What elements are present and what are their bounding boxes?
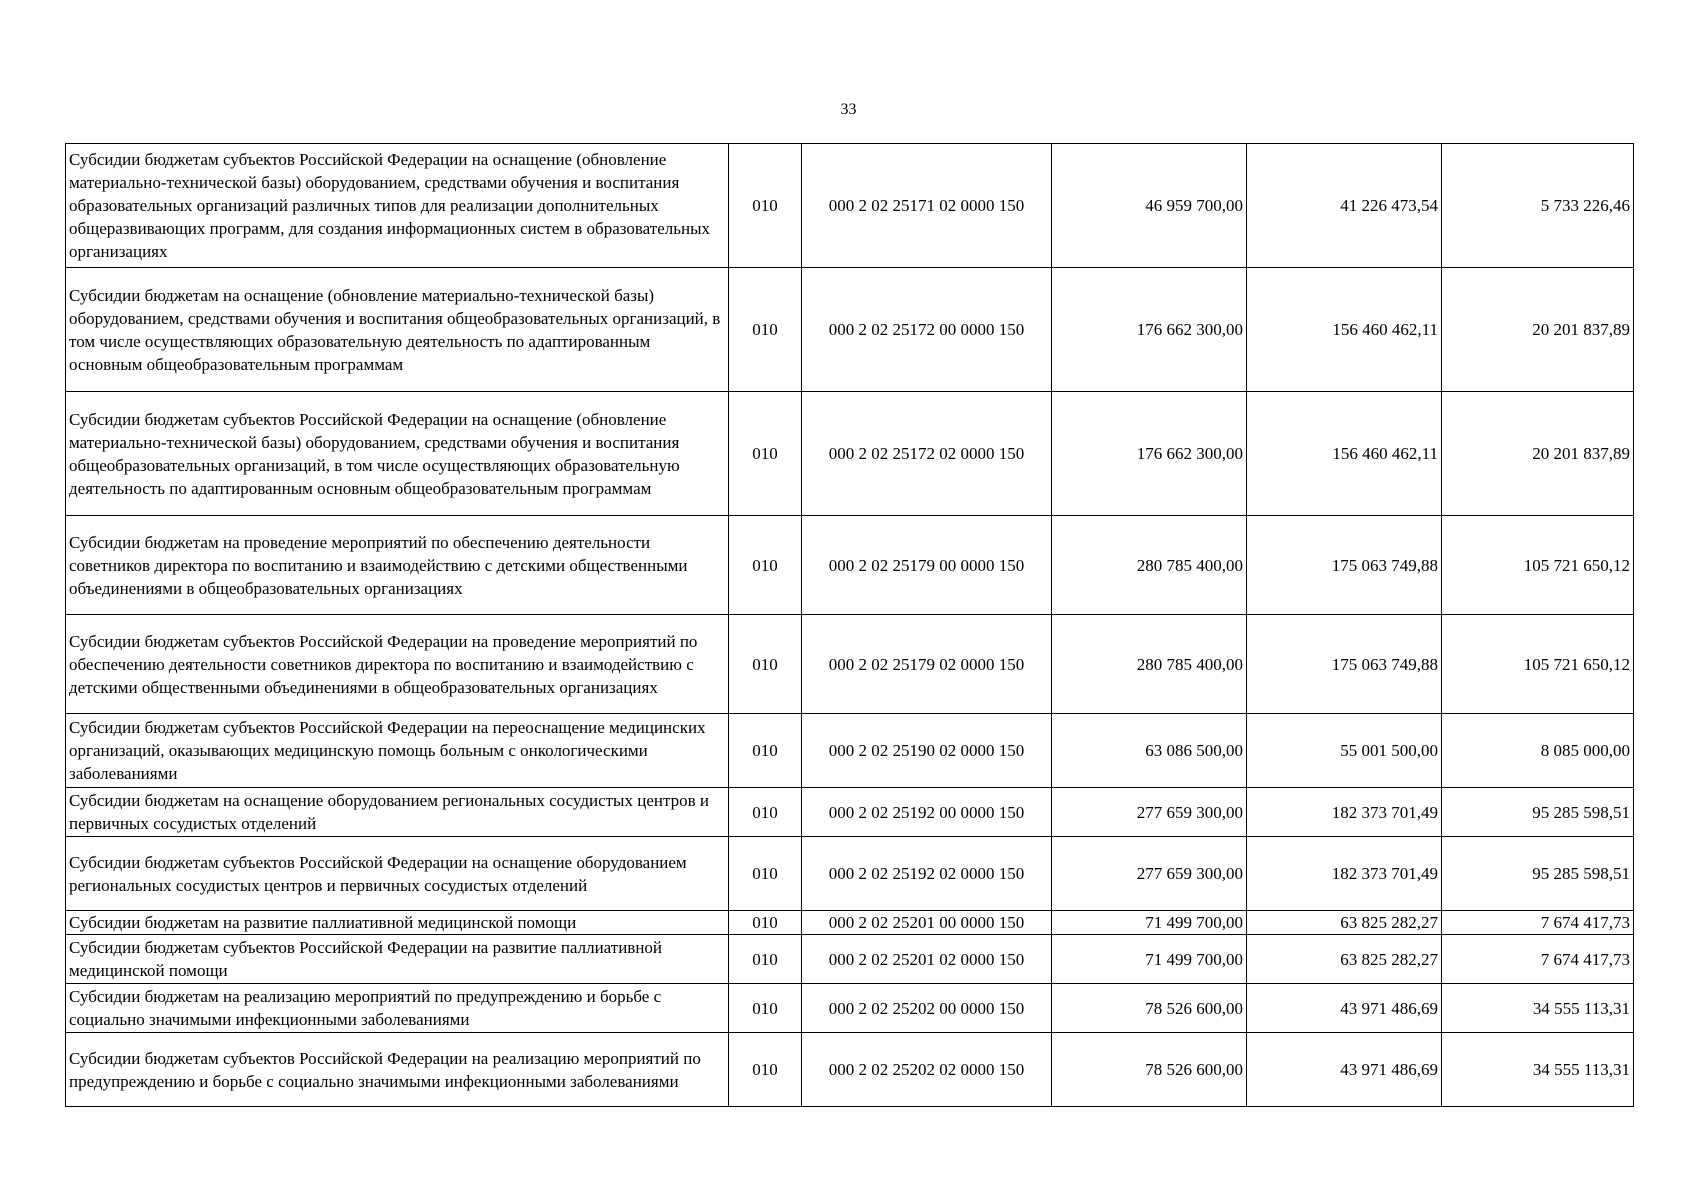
approved-amount: 277 659 300,00 [1052, 788, 1247, 837]
line-code: 010 [729, 984, 802, 1033]
line-code: 010 [729, 911, 802, 935]
approved-amount: 78 526 600,00 [1052, 984, 1247, 1033]
unexecuted-amount: 34 555 113,31 [1442, 1033, 1634, 1107]
revenue-classification-code: 000 2 02 25171 02 0000 150 [802, 144, 1052, 268]
executed-amount: 175 063 749,88 [1247, 516, 1442, 615]
unexecuted-amount: 8 085 000,00 [1442, 714, 1634, 788]
executed-amount: 55 001 500,00 [1247, 714, 1442, 788]
unexecuted-amount: 20 201 837,89 [1442, 392, 1634, 516]
approved-amount: 176 662 300,00 [1052, 268, 1247, 392]
revenue-description: Субсидии бюджетам субъектов Российской Федерации на развитие паллиативной медицинской помощи [66, 935, 729, 984]
table-row [66, 911, 1634, 935]
line-code: 010 [729, 1033, 802, 1107]
revenue-classification-code: 000 2 02 25192 02 0000 150 [802, 837, 1052, 911]
executed-amount: 43 971 486,69 [1247, 984, 1442, 1033]
approved-amount: 63 086 500,00 [1052, 714, 1247, 788]
revenue-classification-code: 000 2 02 25172 00 0000 150 [802, 268, 1052, 392]
executed-amount: 41 226 473,54 [1247, 144, 1442, 268]
approved-amount: 46 959 700,00 [1052, 144, 1247, 268]
budget-revenue-table [65, 143, 1634, 1107]
line-code: 010 [729, 392, 802, 516]
revenue-description: Субсидии бюджетам субъектов Российской Федерации на оснащение (обновление материально-технической базы) оборудованием, средствами обучения и воспитания образовательных организаций различных типов для реализации дополнительных общеразвивающих программ, для создания информационных систем в образовательных организациях [66, 144, 729, 268]
table-row [66, 714, 1634, 788]
executed-amount: 175 063 749,88 [1247, 615, 1442, 714]
line-code: 010 [729, 714, 802, 788]
unexecuted-amount: 5 733 226,46 [1442, 144, 1634, 268]
revenue-classification-code: 000 2 02 25179 00 0000 150 [802, 516, 1052, 615]
line-code: 010 [729, 935, 802, 984]
executed-amount: 182 373 701,49 [1247, 837, 1442, 911]
table-row [66, 615, 1634, 714]
unexecuted-amount: 7 674 417,73 [1442, 935, 1634, 984]
executed-amount: 156 460 462,11 [1247, 268, 1442, 392]
executed-amount: 63 825 282,27 [1247, 911, 1442, 935]
revenue-classification-code: 000 2 02 25202 00 0000 150 [802, 984, 1052, 1033]
revenue-description: Субсидии бюджетам на проведение мероприятий по обеспечению деятельности советников директора по воспитанию и взаимодействию с детскими общественными объединениями в общеобразовательных организациях [66, 516, 729, 615]
line-code: 010 [729, 268, 802, 392]
revenue-description: Субсидии бюджетам субъектов Российской Федерации на переоснащение медицинских организаций, оказывающих медицинскую помощь больным с онкологическими заболеваниями [66, 714, 729, 788]
unexecuted-amount: 105 721 650,12 [1442, 615, 1634, 714]
executed-amount: 156 460 462,11 [1247, 392, 1442, 516]
unexecuted-amount: 95 285 598,51 [1442, 837, 1634, 911]
unexecuted-amount: 34 555 113,31 [1442, 984, 1634, 1033]
revenue-classification-code: 000 2 02 25190 02 0000 150 [802, 714, 1052, 788]
revenue-description: Субсидии бюджетам субъектов Российской Федерации на оснащение (обновление материально-технической базы) оборудованием, средствами обучения и воспитания общеобразовательных организаций, в том числе осуществляющих образовательную деятельность по адаптированным основным общеобразовательным программам [66, 392, 729, 516]
executed-amount: 43 971 486,69 [1247, 1033, 1442, 1107]
revenue-description: Субсидии бюджетам на оснащение оборудованием региональных сосудистых центров и первичных сосудистых отделений [66, 788, 729, 837]
page-number: 33 [840, 101, 857, 118]
table-row [66, 516, 1634, 615]
unexecuted-amount: 20 201 837,89 [1442, 268, 1634, 392]
approved-amount: 280 785 400,00 [1052, 615, 1247, 714]
table-row [66, 837, 1634, 911]
approved-amount: 78 526 600,00 [1052, 1033, 1247, 1107]
revenue-description: Субсидии бюджетам на развитие паллиативной медицинской помощи [66, 911, 729, 935]
line-code: 010 [729, 837, 802, 911]
table-row [66, 1033, 1634, 1107]
table-row [66, 984, 1634, 1033]
revenue-classification-code: 000 2 02 25192 00 0000 150 [802, 788, 1052, 837]
revenue-classification-code: 000 2 02 25201 02 0000 150 [802, 935, 1052, 984]
approved-amount: 71 499 700,00 [1052, 935, 1247, 984]
line-code: 010 [729, 615, 802, 714]
table-row [66, 935, 1634, 984]
unexecuted-amount: 95 285 598,51 [1442, 788, 1634, 837]
line-code: 010 [729, 144, 802, 268]
unexecuted-amount: 7 674 417,73 [1442, 911, 1634, 935]
approved-amount: 277 659 300,00 [1052, 837, 1247, 911]
executed-amount: 182 373 701,49 [1247, 788, 1442, 837]
unexecuted-amount: 105 721 650,12 [1442, 516, 1634, 615]
revenue-description: Субсидии бюджетам на реализацию мероприятий по предупреждению и борьбе с социально значимыми инфекционными заболеваниями [66, 984, 729, 1033]
line-code: 010 [729, 788, 802, 837]
revenue-classification-code: 000 2 02 25179 02 0000 150 [802, 615, 1052, 714]
revenue-description: Субсидии бюджетам субъектов Российской Федерации на реализацию мероприятий по предупреждению и борьбе с социально значимыми инфекционными заболеваниями [66, 1033, 729, 1107]
table-row [66, 788, 1634, 837]
approved-amount: 71 499 700,00 [1052, 911, 1247, 935]
revenue-classification-code: 000 2 02 25201 00 0000 150 [802, 911, 1052, 935]
revenue-classification-code: 000 2 02 25202 02 0000 150 [802, 1033, 1052, 1107]
table-row [66, 144, 1634, 268]
table-row [66, 392, 1634, 516]
revenue-description: Субсидии бюджетам на оснащение (обновление материально-технической базы) оборудованием, средствами обучения и воспитания общеобразовательных организаций, в том числе осуществляющих образовательную деятельность по адаптированным основным общеобразовательным программам [66, 268, 729, 392]
approved-amount: 280 785 400,00 [1052, 516, 1247, 615]
revenue-description: Субсидии бюджетам субъектов Российской Федерации на проведение мероприятий по обеспечению деятельности советников директора по воспитанию и взаимодействию с детскими общественными объединениями в общеобразовательных организациях [66, 615, 729, 714]
table-row [66, 268, 1634, 392]
approved-amount: 176 662 300,00 [1052, 392, 1247, 516]
line-code: 010 [729, 516, 802, 615]
revenue-classification-code: 000 2 02 25172 02 0000 150 [802, 392, 1052, 516]
executed-amount: 63 825 282,27 [1247, 935, 1442, 984]
revenue-description: Субсидии бюджетам субъектов Российской Федерации на оснащение оборудованием региональных сосудистых центров и первичных сосудистых отделений [66, 837, 729, 911]
